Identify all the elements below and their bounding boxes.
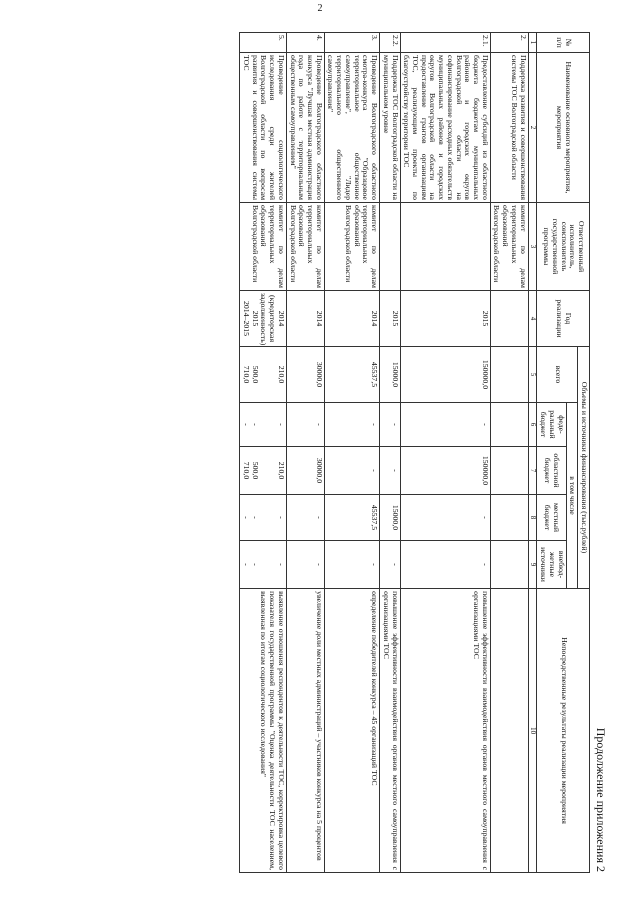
table-row (240, 33, 287, 873)
header-federal: феде-ральный бюджет (537, 403, 566, 447)
page-number: 2 (317, 3, 323, 14)
row-total: 150000,0 (400, 347, 490, 403)
row-year: 2014 (324, 291, 379, 347)
rotated-page (128, 22, 608, 882)
column-number: 5 (528, 347, 537, 403)
row-year: 2015 (380, 291, 400, 347)
table-row (380, 33, 400, 873)
row-federal: - - - (240, 403, 287, 447)
row-regional: - (324, 447, 379, 495)
column-numbers-row (528, 33, 537, 873)
row-num: 4. (286, 33, 324, 53)
row-executor: комитет по делам территориальных образований Волгоградской области (286, 203, 324, 291)
row-regional: - (380, 447, 400, 495)
row-year (490, 291, 528, 347)
header-total: всего (537, 347, 578, 403)
column-number: 6 (528, 403, 537, 447)
header-local: местный бюджет (537, 495, 566, 541)
column-number: 8 (528, 495, 537, 541)
header-funding-group: Объемы и источники финансирования (тыс.рублей) (578, 347, 590, 589)
row-local (490, 495, 528, 541)
row-executor: комитет по делам территориальных образований Волгоградской области (240, 203, 287, 291)
table-row (286, 33, 324, 873)
row-num: 2.1. (400, 33, 490, 53)
row-offbudget: - (324, 541, 379, 589)
row-total: 30000,0 (286, 347, 324, 403)
row-local: 45537,5 (324, 495, 379, 541)
row-local: - (286, 495, 324, 541)
row-offbudget: - (286, 541, 324, 589)
row-name: Предоставление субсидий из областного бюджета бюджетам муниципальных районов и городских округов Волгоградской области на софинансирование расходных обязательств муниципальных районов и городских округов Волгоградской области на предоставление грантов организациям ТОС, реализующим проекты по благоустройству территории ТОС (400, 53, 490, 203)
row-results: повышение эффективности взаимодействия органов местного самоуправления с организациями ТОС (380, 589, 400, 873)
row-results: повышение эффективности взаимодействия органов местного самоуправления с организациями ТОС (400, 589, 490, 873)
column-number: 4 (528, 291, 537, 347)
table-row (324, 33, 379, 873)
row-num: 3. (324, 33, 379, 53)
column-number: 9 (528, 541, 537, 589)
row-regional (490, 447, 528, 495)
row-name: Поддержка развития и совершенствования системы ТОС Волгоградской области (490, 53, 528, 203)
row-name: Поддержка ТОС Волгоградской области на муниципальном уровне (380, 53, 400, 203)
row-executor: комитет по делам территориальных образований Волгоградской области (490, 203, 528, 291)
header-year: Год реализации (537, 291, 590, 347)
row-regional: 150000,0 (400, 447, 490, 495)
table-row (400, 33, 490, 873)
continuation-title: Продолжение приложения 2 (594, 727, 608, 872)
row-executor: комитет по делам территориальных образований Волгоградской области (324, 203, 379, 291)
row-name: Проведение Волгоградского областного конкурса "Лучшая местная администрация года по работе с территориальным общественным самоуправлением" (286, 53, 324, 203)
row-year: 2014 (кредиторская задолженность) 2015 2014–2015 (240, 291, 287, 347)
row-total: 45537,5 (324, 347, 379, 403)
row-regional: 210,0 500,0 710,0 (240, 447, 287, 495)
row-total: 15000,0 (380, 347, 400, 403)
row-federal: - (380, 403, 400, 447)
table-row (490, 33, 528, 873)
row-total: 210,0 500,0 710,0 (240, 347, 287, 403)
column-number: 10 (528, 589, 537, 873)
row-num: 2. (490, 33, 528, 53)
row-name: Проведение социологического исследования среди жителей Волгоградской области по вопросам развития и совершенствования системы ТОС (240, 53, 287, 203)
row-federal: - (286, 403, 324, 447)
row-year: 2014 (286, 291, 324, 347)
row-results: выявление отношения респондентов к деятельности ТОС, корректировка целевого показателя государственной программы "Оценка деятельности ТОС населением, выявленная по итогам социологического исследования" (240, 589, 287, 873)
row-offbudget: - - - (240, 541, 287, 589)
column-number: 1 (528, 33, 537, 53)
row-name: Проведение Волгоградского областного смотра-конкурса "Образцовое территориальное общественное самоуправление", "Лидер территориального общественного самоуправления" (324, 53, 379, 203)
column-number: 2 (528, 53, 537, 203)
row-offbudget: - (400, 541, 490, 589)
row-year: 2015 (400, 291, 490, 347)
row-federal: - (324, 403, 379, 447)
row-results (490, 589, 528, 873)
header-results: Непосредственные результаты реализации мероприятия (537, 589, 590, 873)
row-federal (490, 403, 528, 447)
row-executor (380, 203, 400, 291)
row-offbudget (490, 541, 528, 589)
row-num: 2.2. (380, 33, 400, 53)
row-offbudget: - (380, 541, 400, 589)
row-total (490, 347, 528, 403)
row-federal: - (400, 403, 490, 447)
row-local: - - - (240, 495, 287, 541)
header-name: Наименование основного мероприятия, мероприятия (537, 53, 590, 203)
row-executor (400, 203, 490, 291)
header-regional: областной бюджет (537, 447, 566, 495)
row-results: увеличение доли местных администраций – участников конкурса на 5 процентов (286, 589, 324, 873)
row-regional: 30000,0 (286, 447, 324, 495)
program-table (239, 32, 590, 873)
header-incl: в том числе (566, 403, 578, 589)
column-number: 7 (528, 447, 537, 495)
header-executor: Ответственный исполнитель, соисполнитель государственной программы (537, 203, 590, 291)
header-offbudget: внебюд-жетные источники (537, 541, 566, 589)
column-number: 3 (528, 203, 537, 291)
row-local: 15000,0 (380, 495, 400, 541)
row-local: - (400, 495, 490, 541)
header-num: № п/п (537, 33, 590, 53)
row-results: определение победителей конкурса – 45 организаций ТОС (324, 589, 379, 873)
row-num: 5. (240, 33, 287, 53)
